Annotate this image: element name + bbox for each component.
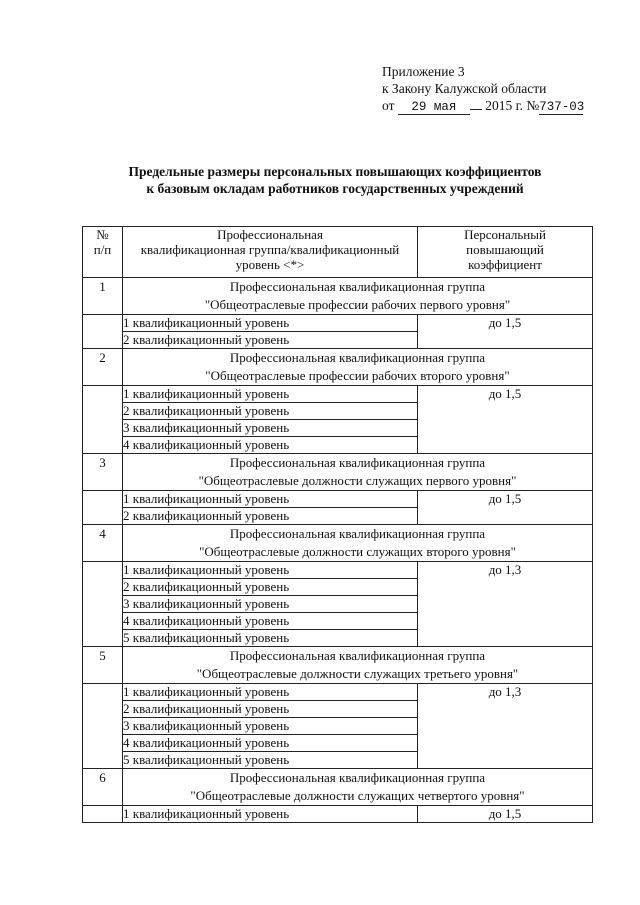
document-header [382, 63, 583, 115]
header-number: № п/п [83, 227, 123, 278]
level-number-cell [83, 684, 123, 769]
group-number: 4 [83, 525, 123, 562]
group-number: 6 [83, 769, 123, 806]
level-number-cell [83, 315, 123, 349]
coefficients-table [82, 226, 593, 823]
coefficient-value: до 1,5 [418, 386, 593, 454]
blank-underline [470, 109, 482, 110]
group-title: "Общеотраслевые должности служащих третьего уровня" [196, 666, 519, 681]
level-name: 5 квалификационный уровень [123, 752, 418, 769]
level-row [83, 386, 593, 403]
appendix-label: Приложение 3 [382, 64, 465, 79]
group-prefix: Профессиональная квалификационная группа [229, 648, 486, 663]
group-title: "Общеотраслевые должности служащих первого уровня" [198, 473, 517, 488]
level-row [83, 491, 593, 508]
level-name: 4 квалификационный уровень [123, 613, 418, 630]
level-number-cell [83, 562, 123, 647]
level-name: 2 квалификационный уровень [123, 332, 418, 349]
level-row [83, 684, 593, 701]
level-name: 1 квалификационный уровень [123, 315, 418, 332]
group-number: 2 [83, 349, 123, 386]
group-name [123, 647, 593, 684]
law-label: к Закону Калужской области [382, 81, 547, 96]
header-coefficient: Персональный повышающий коэффициент [418, 227, 593, 278]
title-line-1: Предельные размеры персональных повышающих коэффициентов [128, 164, 542, 179]
level-name: 5 квалификационный уровень [123, 630, 418, 647]
group-number: 3 [83, 454, 123, 491]
level-name: 1 квалификационный уровень [123, 684, 418, 701]
level-row [83, 562, 593, 579]
group-prefix: Профессиональная квалификационная группа [229, 279, 486, 294]
level-name: 3 квалификационный уровень [123, 420, 418, 437]
level-row [83, 315, 593, 332]
level-name: 2 квалификационный уровень [123, 508, 418, 525]
from-label: от [382, 98, 395, 113]
level-name: 4 квалификационный уровень [123, 735, 418, 752]
group-title: "Общеотраслевые должности служащих четвертого уровня" [190, 788, 525, 803]
group-name [123, 349, 593, 386]
law-date-line [382, 97, 583, 115]
group-prefix: Профессиональная квалификационная группа [229, 526, 486, 541]
title-line-2: к базовым окладам работников государственных учреждений [146, 181, 524, 196]
level-name: 3 квалификационный уровень [123, 596, 418, 613]
level-name: 3 квалификационный уровень [123, 718, 418, 735]
level-name: 2 квалификационный уровень [123, 701, 418, 718]
group-row [83, 525, 593, 562]
group-title: "Общеотраслевые должности служащих второго уровня" [199, 544, 516, 559]
group-number: 1 [83, 278, 123, 315]
level-number-cell [83, 806, 123, 823]
group-prefix: Профессиональная квалификационная группа [229, 350, 486, 365]
group-title: "Общеотраслевые профессии рабочих второго уровня" [205, 368, 510, 383]
number-sign: № [526, 98, 540, 113]
group-number: 5 [83, 647, 123, 684]
table-header-row [83, 227, 593, 278]
level-name: 1 квалификационный уровень [123, 806, 418, 823]
group-name [123, 769, 593, 806]
law-number-field: 737-03 [539, 100, 585, 114]
group-name [123, 525, 593, 562]
group-name [123, 278, 593, 315]
coefficient-value: до 1,5 [418, 315, 593, 349]
level-number-cell [83, 386, 123, 454]
group-row [83, 769, 593, 806]
level-name: 1 квалификационный уровень [123, 562, 418, 579]
level-name: 2 квалификационный уровень [123, 403, 418, 420]
level-number-cell [83, 491, 123, 525]
level-name: 1 квалификационный уровень [123, 491, 418, 508]
level-row [83, 806, 593, 823]
level-name: 4 квалификационный уровень [123, 437, 418, 454]
group-prefix: Профессиональная квалификационная группа [229, 455, 486, 470]
coefficient-value: до 1,3 [418, 684, 593, 769]
group-row [83, 278, 593, 315]
header-group: Профессиональная квалификационная группа/квалификационный уровень <*> [123, 227, 418, 278]
group-row [83, 454, 593, 491]
group-name [123, 454, 593, 491]
group-row [83, 647, 593, 684]
year-label: 2015 г. [485, 98, 523, 113]
coefficient-value: до 1,3 [418, 562, 593, 647]
group-title: "Общеотраслевые профессии рабочих первого уровня" [204, 297, 511, 312]
group-prefix: Профессиональная квалификационная группа [229, 770, 486, 785]
coefficient-value: до 1,5 [418, 491, 593, 525]
document-title [60, 163, 610, 197]
day-month-field: 29 мая [398, 100, 470, 115]
level-name: 1 квалификационный уровень [123, 386, 418, 403]
group-row [83, 349, 593, 386]
level-name: 2 квалификационный уровень [123, 579, 418, 596]
coefficient-value: до 1,5 [418, 806, 593, 823]
